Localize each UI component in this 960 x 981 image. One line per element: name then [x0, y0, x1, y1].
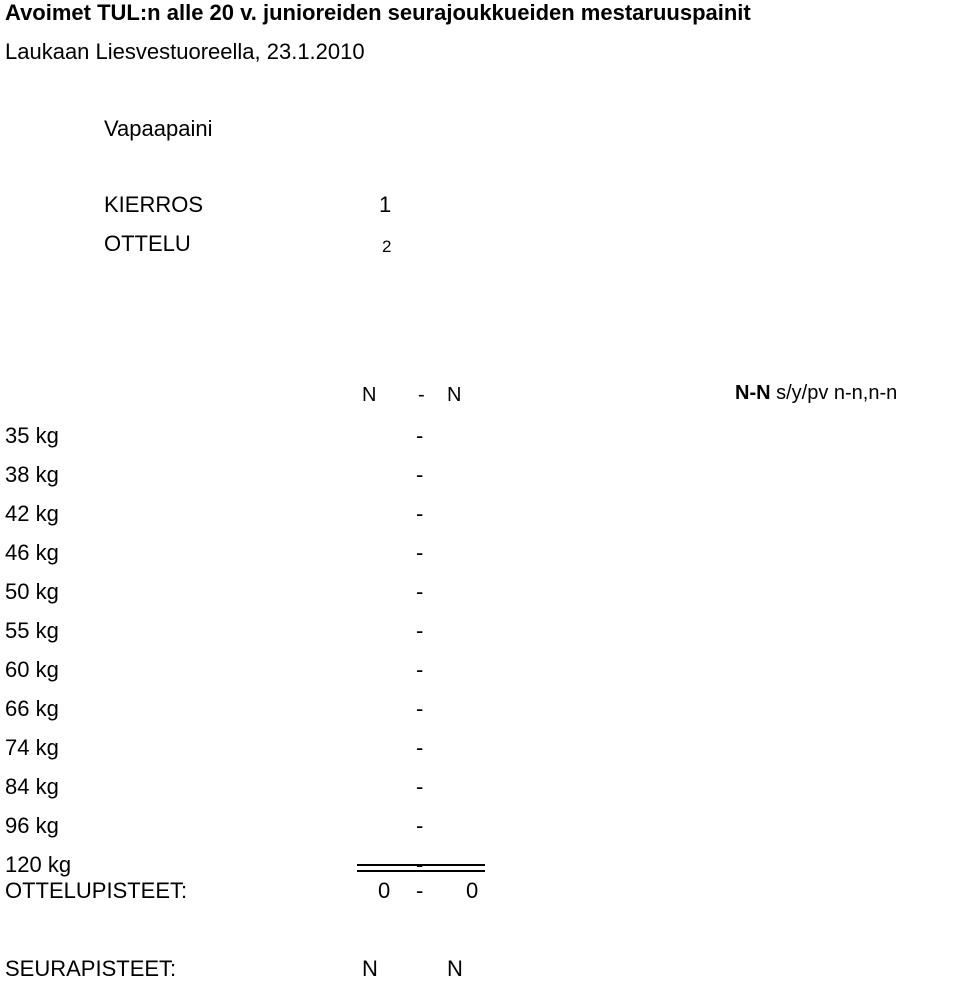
bout-result: -	[416, 696, 424, 721]
bout-result: -	[416, 735, 424, 760]
table-row	[0, 499, 600, 538]
table-row	[0, 460, 600, 499]
weight-class-label: 96 kg	[5, 813, 59, 838]
table-row	[0, 772, 600, 811]
bout-result: -	[416, 813, 424, 838]
match-points-left: 0	[378, 878, 391, 903]
match-value: 2	[382, 237, 392, 256]
bout-result: -	[416, 540, 424, 565]
weight-class-label: 60 kg	[5, 657, 59, 682]
legend-bold: N-N	[735, 382, 771, 404]
weight-class-label: 50 kg	[5, 579, 59, 604]
team-left-header: N	[362, 384, 377, 406]
round-label: KIERROS	[104, 192, 204, 217]
document-title: Avoimet TUL:n alle 20 v. junioreiden seurajoukkueiden mestaruuspainit	[5, 0, 751, 25]
table-row	[0, 616, 600, 655]
weight-class-label: 74 kg	[5, 735, 59, 760]
team-separator-header: -	[418, 384, 425, 406]
weight-class-table	[0, 421, 600, 889]
team-right-header: N	[447, 384, 462, 406]
weight-class-label: 42 kg	[5, 501, 59, 526]
bout-result: -	[416, 501, 424, 526]
match-points-right: 0	[466, 878, 479, 903]
club-points-left: N	[362, 956, 378, 981]
round-value: 1	[379, 192, 392, 217]
table-row	[0, 421, 600, 460]
match-points-label: OTTELUPISTEET:	[5, 878, 188, 903]
club-points-right: N	[447, 956, 463, 981]
table-row	[0, 694, 600, 733]
bout-result: -	[416, 423, 424, 448]
weight-class-label: 120 kg	[5, 852, 72, 877]
table-row	[0, 733, 600, 772]
bout-result: -	[416, 657, 424, 682]
weight-class-label: 38 kg	[5, 462, 59, 487]
bout-result: -	[416, 462, 424, 487]
weight-class-label: 46 kg	[5, 540, 59, 565]
bout-result: -	[416, 774, 424, 799]
table-row	[0, 577, 600, 616]
bout-result: -	[416, 618, 424, 643]
weight-class-label: 35 kg	[5, 423, 59, 448]
bout-result: -	[416, 852, 424, 877]
total-double-underline	[357, 864, 485, 872]
club-points-label: SEURAPISTEET:	[5, 956, 177, 981]
legend-rest: s/y/pv n-n,n-n	[770, 382, 898, 404]
bout-result: -	[416, 579, 424, 604]
table-row	[0, 655, 600, 694]
match-points-separator: -	[416, 878, 424, 903]
table-row	[0, 811, 600, 850]
table-row	[0, 538, 600, 577]
match-label: OTTELU	[104, 231, 191, 256]
weight-class-label: 84 kg	[5, 774, 59, 799]
weight-class-label: 55 kg	[5, 618, 59, 643]
document-subtitle: Laukaan Liesvestuoreella, 23.1.2010	[5, 39, 365, 64]
weight-class-label: 66 kg	[5, 696, 59, 721]
result-legend	[735, 383, 897, 403]
wrestling-style: Vapaapaini	[104, 116, 213, 141]
